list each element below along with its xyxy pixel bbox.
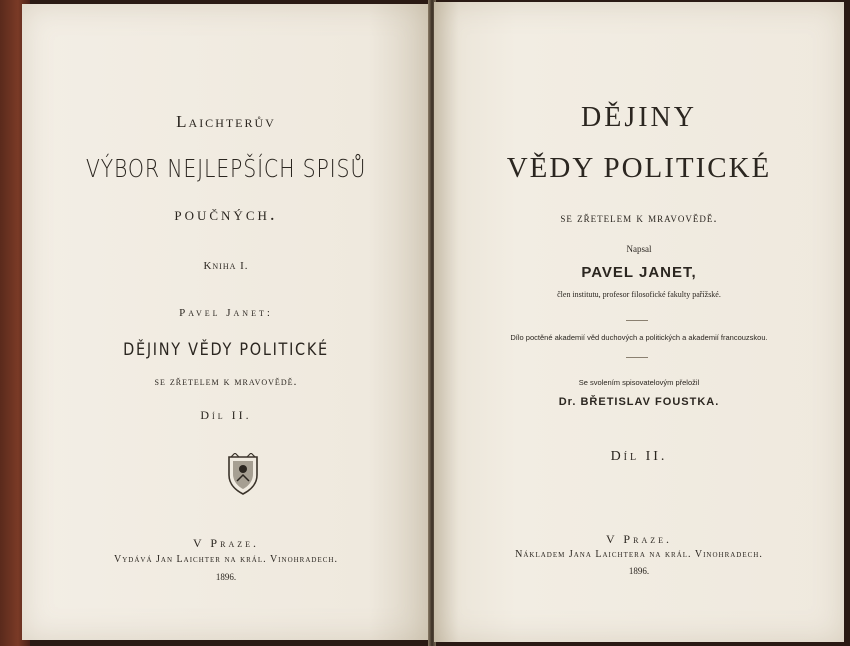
author-name: PAVEL JANET,	[581, 264, 697, 281]
book-title: DĚJINY VĚDY POLITICKÉ	[123, 340, 329, 360]
title-line-2: VĚDY POLITICKÉ	[506, 152, 772, 184]
right-publisher: Nákladem Jana Laichtera na král. Vinohradech.	[515, 549, 763, 560]
divider-1	[626, 320, 648, 321]
part-number: Díl II.	[200, 408, 252, 422]
series-title: VÝBOR NEJLEPŠÍCH SPISŮ	[85, 154, 367, 183]
written-by: Napsal	[626, 244, 652, 254]
right-city: V Praze.	[605, 532, 672, 546]
city: V Praze.	[192, 536, 259, 550]
year: 1896.	[215, 572, 237, 582]
translator-name: Dr. BŘETISLAV FOUSTKA.	[558, 396, 720, 408]
title-line-1: DĚJINY	[581, 102, 697, 133]
right-part-number: Díl II.	[610, 449, 668, 464]
right-subtitle: se zřetelem k mravovědě.	[560, 210, 718, 225]
book-subtitle: se zřetelem k mravovědě.	[154, 374, 298, 388]
right-year: 1896.	[628, 566, 650, 576]
divider-2	[626, 357, 648, 358]
award-note: Dílo poctěné akademií věd duchových a politických a akademií francouzskou.	[510, 333, 768, 342]
translator-note: Se svolením spisovatelovým přeložil	[578, 378, 700, 387]
publisher-emblem-icon	[225, 453, 261, 495]
series-name: Laichterův	[176, 112, 276, 131]
right-page	[434, 2, 844, 642]
author-description: člen institutu, profesor filosofické fakulty pařížské.	[557, 290, 721, 299]
book-number: Kniha I.	[203, 260, 249, 272]
author-line: Pavel Janet:	[179, 307, 273, 319]
publisher: Vydává Jan Laichter na král. Vinohradech.	[114, 554, 338, 565]
left-page	[22, 4, 430, 640]
series-title-2: poučných.	[174, 204, 278, 225]
